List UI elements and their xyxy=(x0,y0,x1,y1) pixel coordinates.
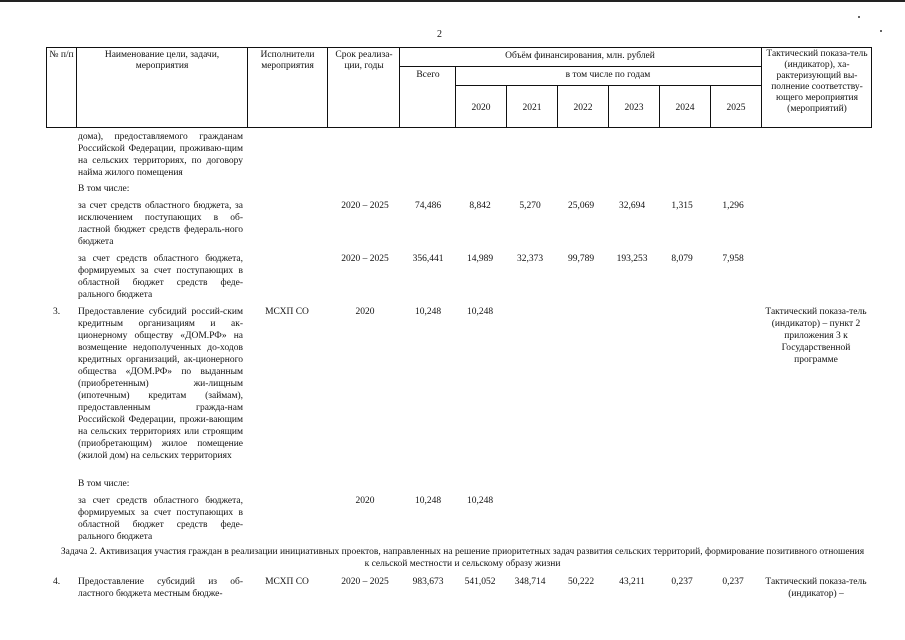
row-indicator: Тактический показа-тель (индикатор) – пункт 2 приложения 3 к Государственной программе xyxy=(765,307,867,365)
scan-speck xyxy=(880,30,882,32)
header-year-2024: 2024 xyxy=(675,103,695,113)
table-rule xyxy=(761,47,762,127)
task-heading: Задача 2. Активизация участия граждан в реализации инициативных проектов, направленных на решение приоритетных задач развития сельских территорий, формирование позитивного отношения к сельской местности и сельскому образу жизни xyxy=(60,547,865,569)
row-name: Предоставление субсидий из об-ластного бюджета местным бюдже- xyxy=(78,577,243,599)
row-name: за счет средств областного бюджета, формируемых за счет поступающих в областной бюджет средств феде-рального бюджета xyxy=(78,496,243,542)
row-executor: МСХП СО xyxy=(265,307,309,317)
including-label: В том числе: xyxy=(78,479,130,489)
header-col-name: Наименование цели, задачи, мероприятия xyxy=(104,50,220,71)
row-name: за счет средств областного бюджета, формируемых за счет поступающих в областной бюджет средств феде-рального бюджета xyxy=(78,254,243,300)
row-value-2020: 10,248 xyxy=(466,496,494,506)
header-col-total: Всего xyxy=(416,70,440,80)
row-value-2020: 541,052 xyxy=(464,577,496,587)
header-col-finance: Объём финансирования, млн. рублей xyxy=(505,51,655,61)
header-col-by-years: в том числе по годам xyxy=(565,70,651,80)
row-value-2023: 193,253 xyxy=(616,254,648,264)
table-rule xyxy=(327,47,328,127)
header-year-2022: 2022 xyxy=(573,103,593,113)
row-value-2022: 50,222 xyxy=(567,577,595,587)
row-period: 2020 xyxy=(355,496,375,506)
row-value-2022: 99,789 xyxy=(567,254,595,264)
header-col-executor: Исполнители мероприятия xyxy=(260,50,315,71)
table-rule xyxy=(871,47,872,127)
continued-text: дома), предоставляемого гражданам Российской Федерации, проживаю-щим на сельских территориях, по договору найма жилого помещения xyxy=(78,132,243,178)
row-value-2023: 32,694 xyxy=(618,201,646,211)
page-number: 2 xyxy=(437,29,442,40)
row-indicator: Тактический показа-тель (индикатор) – xyxy=(765,577,867,599)
table-header xyxy=(46,47,872,127)
row-number: 3. xyxy=(53,307,61,317)
row-number: 4. xyxy=(53,577,61,587)
row-total: 10,248 xyxy=(414,496,442,506)
table-rule xyxy=(399,66,761,67)
row-value-2024: 1,315 xyxy=(671,201,693,211)
header-year-2025: 2025 xyxy=(726,103,746,113)
row-value-2021: 5,270 xyxy=(519,201,541,211)
row-value-2020: 10,248 xyxy=(466,307,494,317)
header-col-indicator: Тактический показа-тель (индикатор), ха-рактеризующий вы-полнение соответству-ющего мероприятия (мероприятий) xyxy=(766,49,868,114)
row-value-2022: 25,069 xyxy=(567,201,595,211)
row-value-2025: 1,296 xyxy=(722,201,744,211)
scan-speck xyxy=(858,16,860,18)
row-period: 2020 – 2025 xyxy=(341,254,389,264)
row-value-2020: 14,989 xyxy=(466,254,494,264)
table-rule xyxy=(46,47,47,127)
row-total: 10,248 xyxy=(414,307,442,317)
header-col-period: Срок реализа-ции, годы xyxy=(335,50,393,71)
row-value-2021: 32,373 xyxy=(516,254,544,264)
row-total: 74,486 xyxy=(414,201,442,211)
row-value-2020: 8,842 xyxy=(469,201,491,211)
table-rule xyxy=(399,47,400,127)
header-year-2020: 2020 xyxy=(471,103,491,113)
table-rule xyxy=(455,66,456,127)
row-period: 2020 xyxy=(355,307,375,317)
row-value-2024: 8,079 xyxy=(671,254,693,264)
row-value-2025: 7,958 xyxy=(722,254,744,264)
header-col-no: № п/п xyxy=(49,50,74,60)
row-value-2023: 43,211 xyxy=(619,577,645,587)
row-value-2024: 0,237 xyxy=(671,577,693,587)
page-top-edge xyxy=(0,0,905,2)
including-label: В том числе: xyxy=(78,184,130,194)
row-total: 356,441 xyxy=(412,254,444,264)
row-period: 2020 – 2025 xyxy=(341,577,389,587)
row-total: 983,673 xyxy=(412,577,444,587)
row-name: за счет средств областного бюджета, за исключением поступающих в об-ластной бюджет средств федераль-ного бюджета xyxy=(78,201,243,247)
table-rule xyxy=(76,47,77,127)
table-rule xyxy=(46,127,872,128)
row-name: Предоставление субсидий россий-ским кредитным организациям и ак-ционерному обществу «ДОМ.РФ» на возмещение недополученных до-ходов кредитных организаций, ак-ционерного общества «ДОМ.РФ» по выданным (приобретенным) жи-лищным (ипотечным) кредитам (займам), предоставленным гражда-нам Российской Федерации, прожи-вающим на сельских территориях или строящим (приобретающим) жилое помещение (жилой дом) на сельских территориях xyxy=(78,307,243,461)
row-executor: МСХП СО xyxy=(265,577,309,587)
header-year-2023: 2023 xyxy=(624,103,644,113)
header-year-2021: 2021 xyxy=(522,103,542,113)
table-rule xyxy=(247,47,248,127)
row-value-2021: 348,714 xyxy=(514,577,546,587)
table-rule xyxy=(46,47,872,48)
row-period: 2020 – 2025 xyxy=(341,201,389,211)
row-value-2025: 0,237 xyxy=(722,577,744,587)
